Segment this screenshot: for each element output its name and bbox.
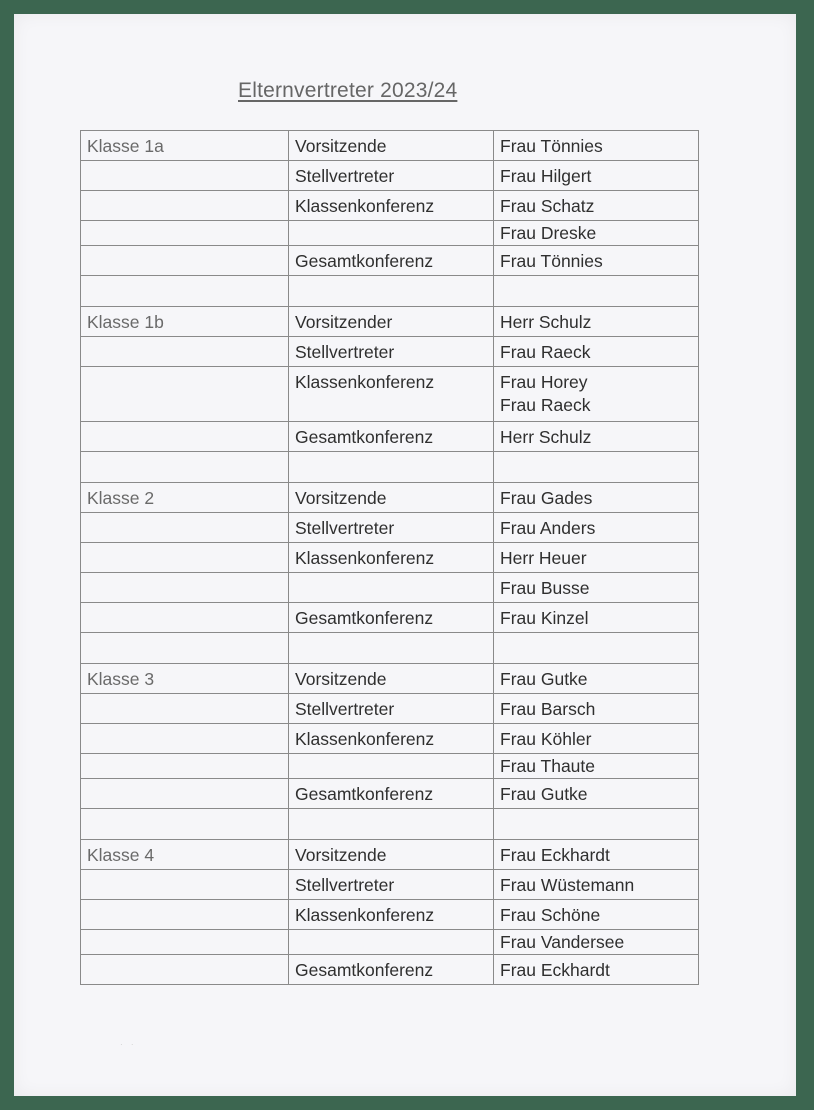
person-cell: Frau Gutke [494, 779, 699, 809]
role-cell: Stellvertreter [289, 161, 494, 191]
class-cell [81, 955, 289, 985]
role-cell: Gesamtkonferenz [289, 246, 494, 276]
table-row-class-start [81, 131, 699, 161]
table-row [81, 930, 699, 955]
scan-smudge: · · [120, 1040, 137, 1049]
person-cell: Frau Gutke [494, 664, 699, 694]
table-row-class-start [81, 307, 699, 337]
class-cell [81, 603, 289, 633]
person-cell: Herr Heuer [494, 543, 699, 573]
table-row [81, 543, 699, 573]
person-cell [494, 367, 699, 422]
person-cell: Frau Tönnies [494, 131, 699, 161]
class-cell: Klasse 3 [81, 664, 289, 694]
person-cell: Herr Schulz [494, 422, 699, 452]
role-cell [289, 221, 494, 246]
person-cell: Frau Kinzel [494, 603, 699, 633]
class-cell [81, 191, 289, 221]
role-cell [289, 452, 494, 483]
class-cell [81, 633, 289, 664]
person-name-second: Frau Raeck [500, 395, 591, 415]
person-cell: Frau Eckhardt [494, 840, 699, 870]
role-cell: Vorsitzende [289, 664, 494, 694]
person-cell [494, 452, 699, 483]
table-row [81, 276, 699, 307]
role-cell: Vorsitzender [289, 307, 494, 337]
class-cell: Klasse 1b [81, 307, 289, 337]
class-cell [81, 694, 289, 724]
person-cell: Frau Anders [494, 513, 699, 543]
person-cell: Frau Schöne [494, 900, 699, 930]
representatives-table [80, 130, 699, 985]
person-cell: Frau Raeck [494, 337, 699, 367]
person-cell [494, 276, 699, 307]
role-cell: Klassenkonferenz [289, 191, 494, 221]
table-row [81, 367, 699, 422]
role-cell: Gesamtkonferenz [289, 422, 494, 452]
role-cell: Klassenkonferenz [289, 367, 494, 422]
role-cell [289, 573, 494, 603]
person-cell: Frau Hilgert [494, 161, 699, 191]
table-row-class-start [81, 483, 699, 513]
role-cell: Stellvertreter [289, 694, 494, 724]
role-cell: Gesamtkonferenz [289, 779, 494, 809]
role-cell: Klassenkonferenz [289, 900, 494, 930]
person-cell: Herr Schulz [494, 307, 699, 337]
table-row [81, 422, 699, 452]
table-row-class-start [81, 664, 699, 694]
table-row [81, 161, 699, 191]
table-row [81, 246, 699, 276]
class-cell [81, 754, 289, 779]
table-row [81, 955, 699, 985]
class-cell [81, 422, 289, 452]
table-row [81, 809, 699, 840]
table-row [81, 337, 699, 367]
table-row [81, 633, 699, 664]
class-cell [81, 337, 289, 367]
table-row [81, 603, 699, 633]
person-cell: Frau Dreske [494, 221, 699, 246]
table-row [81, 900, 699, 930]
table-body [81, 131, 699, 985]
role-cell: Vorsitzende [289, 840, 494, 870]
role-cell: Vorsitzende [289, 131, 494, 161]
table-row [81, 513, 699, 543]
class-cell [81, 367, 289, 422]
class-cell [81, 543, 289, 573]
person-cell [494, 809, 699, 840]
table-row [81, 754, 699, 779]
class-cell: Klasse 4 [81, 840, 289, 870]
role-cell: Stellvertreter [289, 870, 494, 900]
person-cell: Frau Schatz [494, 191, 699, 221]
role-cell: Stellvertreter [289, 337, 494, 367]
person-cell: Frau Vandersee [494, 930, 699, 955]
table-row [81, 694, 699, 724]
class-cell [81, 276, 289, 307]
class-cell [81, 809, 289, 840]
role-cell [289, 809, 494, 840]
class-cell [81, 724, 289, 754]
class-cell: Klasse 2 [81, 483, 289, 513]
role-cell [289, 633, 494, 664]
class-cell: Klasse 1a [81, 131, 289, 161]
person-cell: Frau Barsch [494, 694, 699, 724]
class-cell [81, 221, 289, 246]
class-cell [81, 513, 289, 543]
role-cell: Klassenkonferenz [289, 543, 494, 573]
class-cell [81, 870, 289, 900]
person-cell: Frau Busse [494, 573, 699, 603]
role-cell [289, 754, 494, 779]
table-row [81, 452, 699, 483]
table-row [81, 573, 699, 603]
person-cell: Frau Gades [494, 483, 699, 513]
role-cell: Klassenkonferenz [289, 724, 494, 754]
role-cell: Gesamtkonferenz [289, 955, 494, 985]
person-cell: Frau Thaute [494, 754, 699, 779]
person-name: Frau Horey [500, 372, 588, 392]
person-cell: Frau Eckhardt [494, 955, 699, 985]
role-cell: Stellvertreter [289, 513, 494, 543]
page-title: Elternvertreter 2023/24 [238, 79, 458, 102]
class-cell [81, 930, 289, 955]
table-row [81, 779, 699, 809]
class-cell [81, 452, 289, 483]
table-row [81, 191, 699, 221]
person-cell: Frau Wüstemann [494, 870, 699, 900]
person-cell: Frau Köhler [494, 724, 699, 754]
role-cell: Gesamtkonferenz [289, 603, 494, 633]
table-row-class-start [81, 840, 699, 870]
class-cell [81, 900, 289, 930]
role-cell [289, 276, 494, 307]
class-cell [81, 779, 289, 809]
table-row [81, 870, 699, 900]
table-row [81, 724, 699, 754]
class-cell [81, 161, 289, 191]
class-cell [81, 573, 289, 603]
role-cell [289, 930, 494, 955]
table-row [81, 221, 699, 246]
person-cell: Frau Tönnies [494, 246, 699, 276]
role-cell: Vorsitzende [289, 483, 494, 513]
person-cell [494, 633, 699, 664]
class-cell [81, 246, 289, 276]
